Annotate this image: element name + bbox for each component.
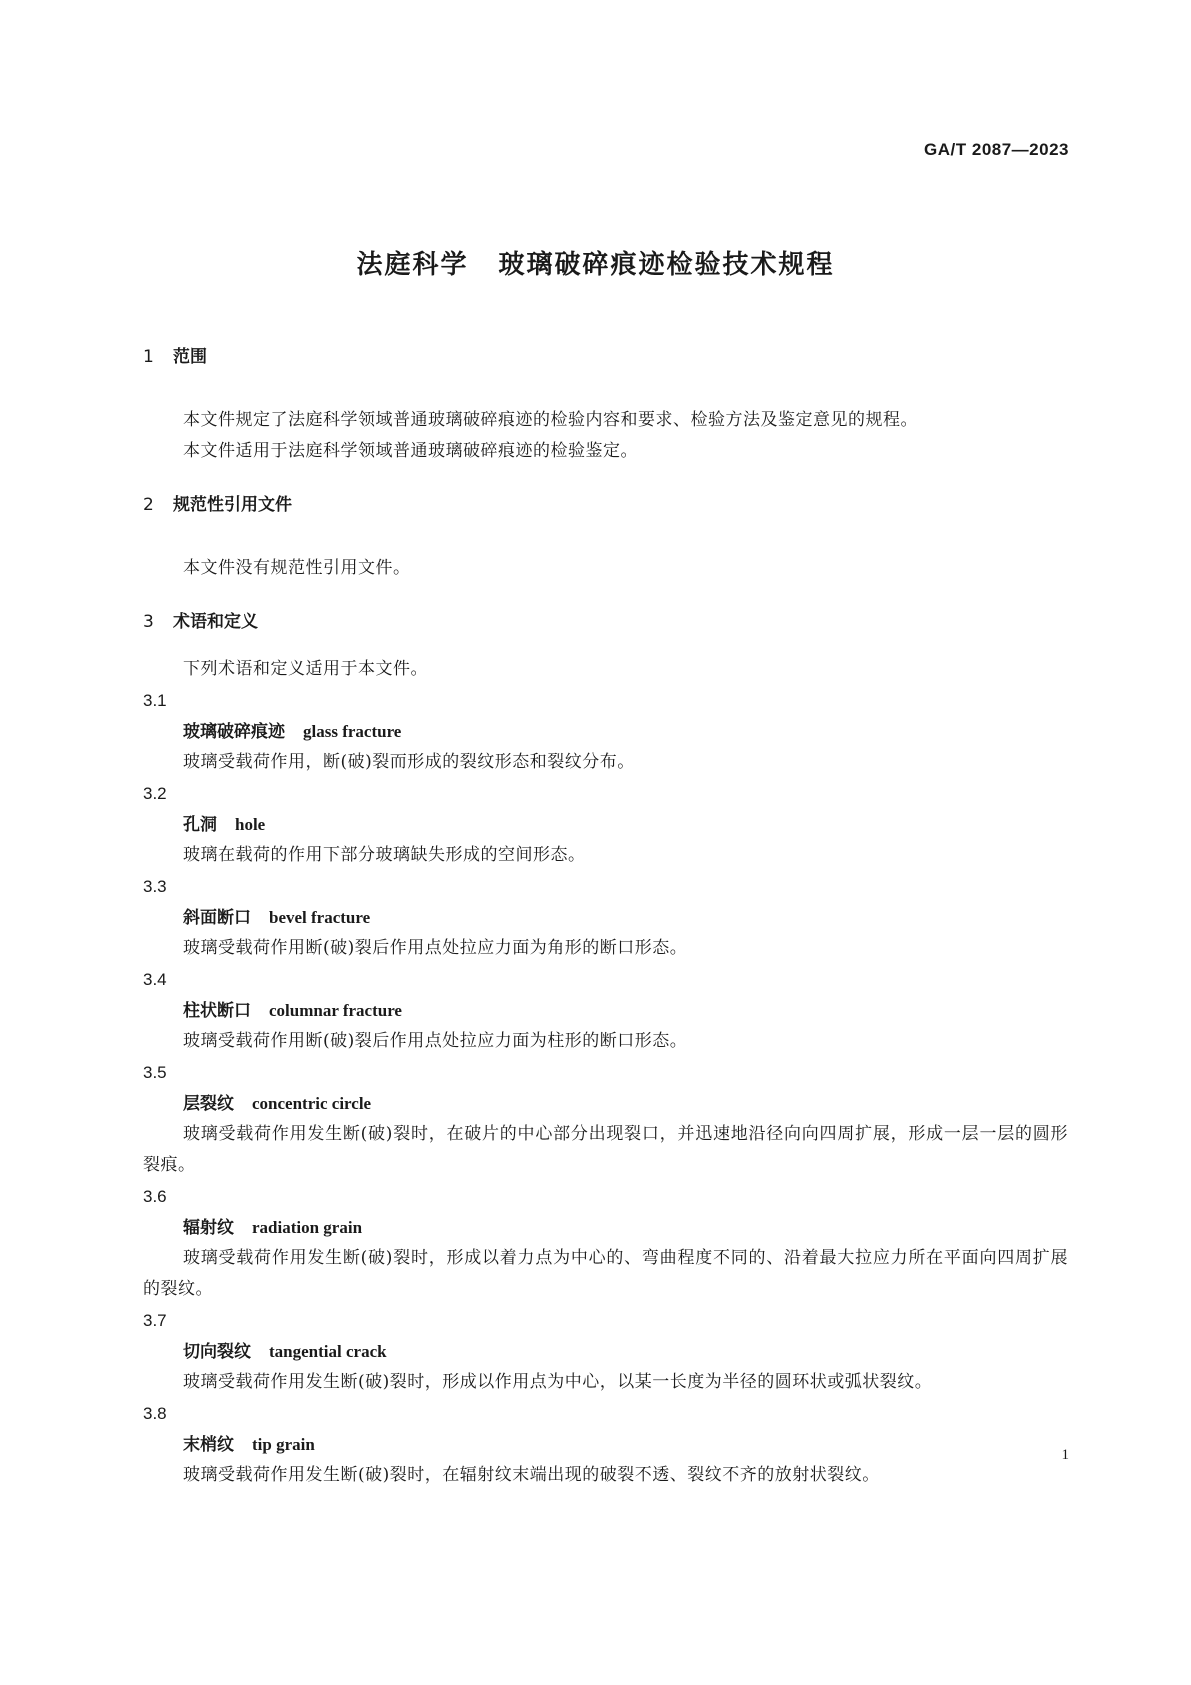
term-number: 3.2	[143, 784, 167, 803]
term-en: columnar fracture	[269, 1001, 402, 1020]
section-number: 1	[143, 347, 154, 367]
section-title: 术语和定义	[173, 612, 258, 632]
term-zh: 层裂纹	[183, 1094, 234, 1114]
section-heading-normative-references	[143, 491, 1068, 519]
term-zh: 斜面断口	[183, 908, 251, 928]
section-number: 3	[143, 612, 154, 632]
term-en: glass fracture	[303, 722, 402, 741]
term-entry	[143, 1181, 1068, 1305]
term-heading	[143, 1088, 1068, 1119]
term-zh: 辐射纹	[183, 1218, 234, 1238]
term-definition: 玻璃受载荷作用，断(破)裂而形成的裂纹形态和裂纹分布。	[183, 752, 635, 772]
term-entry	[143, 1057, 1068, 1181]
term-number: 3.7	[143, 1311, 167, 1330]
title-part-2: 玻璃破碎痕迹检验技术规程	[498, 250, 835, 280]
page-number: 1	[1061, 1447, 1069, 1463]
term-number: 3.6	[143, 1187, 167, 1206]
term-entry	[143, 685, 1068, 778]
term-number: 3.4	[143, 970, 167, 989]
term-en: concentric circle	[252, 1094, 372, 1113]
term-zh: 末梢纹	[183, 1435, 234, 1455]
term-definition: 玻璃受载荷作用断(破)裂后作用点处拉应力面为柱形的断口形态。	[183, 1031, 688, 1051]
term-number: 3.8	[143, 1404, 167, 1423]
term-entry	[143, 1305, 1068, 1398]
section-heading-terms	[143, 608, 1068, 636]
term-definition: 玻璃受载荷作用发生断(破)裂时，在辐射纹末端出现的破裂不透、裂纹不齐的放射状裂纹。	[183, 1465, 880, 1485]
term-en: tip grain	[252, 1435, 315, 1454]
term-en: radiation grain	[252, 1218, 363, 1237]
section-heading-scope	[143, 343, 1068, 371]
term-heading	[143, 1429, 1068, 1460]
section-title: 规范性引用文件	[173, 495, 292, 515]
document-code: GA/T 2087—2023	[924, 140, 1069, 159]
term-definition: 玻璃受载荷作用断(破)裂后作用点处拉应力面为角形的断口形态。	[183, 938, 688, 958]
term-en: tangential crack	[269, 1342, 387, 1361]
paragraph: 本文件适用于法庭科学领域普通玻璃破碎痕迹的检验鉴定。	[183, 441, 638, 461]
term-en: hole	[235, 815, 266, 834]
term-definition: 玻璃受载荷作用发生断(破)裂时，形成以着力点为中心的、弯曲程度不同的、沿着最大拉应力所在平面向四周扩展的裂纹。	[143, 1248, 1068, 1299]
term-entry	[143, 778, 1068, 871]
paragraph: 本文件规定了法庭科学领域普通玻璃破碎痕迹的检验内容和要求、检验方法及鉴定意见的规程。	[183, 410, 918, 430]
term-definition: 玻璃受载荷作用发生断(破)裂时，形成以作用点为中心，以某一长度为半径的圆环状或弧状裂纹。	[183, 1372, 933, 1392]
term-heading	[143, 716, 1068, 747]
term-zh: 玻璃破碎痕迹	[183, 722, 285, 742]
term-definition: 玻璃受载荷作用发生断(破)裂时，在破片的中心部分出现裂口，并迅速地沿径向向四周扩展，形成一层一层的圆形裂痕。	[143, 1124, 1068, 1175]
title-part-1: 法庭科学	[356, 250, 469, 280]
term-number: 3.1	[143, 691, 167, 710]
term-entry	[143, 1398, 1068, 1491]
section-number: 2	[143, 495, 154, 515]
paragraph: 下列术语和定义适用于本文件。	[183, 659, 428, 679]
term-zh: 切向裂纹	[183, 1342, 251, 1362]
section-title: 范围	[173, 347, 207, 367]
document-body	[143, 343, 1068, 1491]
term-heading	[143, 1212, 1068, 1243]
term-entry	[143, 871, 1068, 964]
term-zh: 孔洞	[183, 815, 217, 835]
term-heading	[143, 995, 1068, 1026]
term-heading	[143, 1336, 1068, 1367]
term-number: 3.3	[143, 877, 167, 896]
term-en: bevel fracture	[269, 908, 371, 927]
term-entry	[143, 964, 1068, 1057]
term-zh: 柱状断口	[183, 1001, 251, 1021]
term-definition: 玻璃在载荷的作用下部分玻璃缺失形成的空间形态。	[183, 845, 586, 865]
term-heading	[143, 809, 1068, 840]
document-title	[0, 244, 1191, 281]
paragraph: 本文件没有规范性引用文件。	[183, 558, 411, 578]
term-heading	[143, 902, 1068, 933]
term-number: 3.5	[143, 1063, 167, 1082]
